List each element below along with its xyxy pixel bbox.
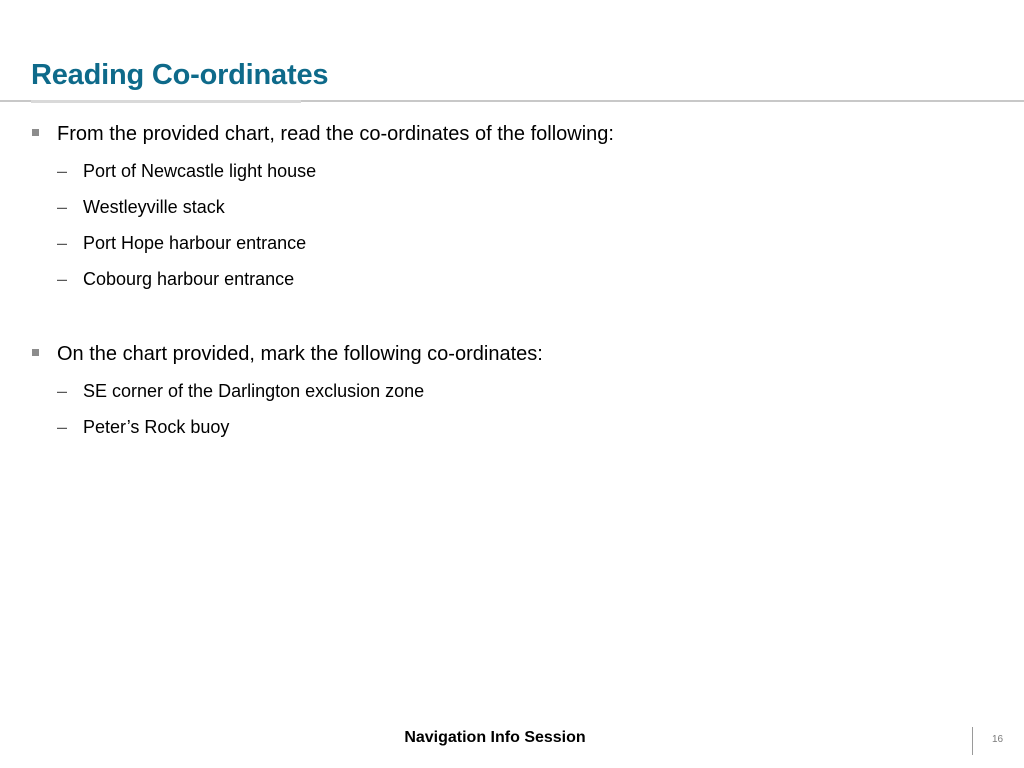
page-number: 16: [992, 734, 1004, 745]
bullet-text: From the provided chart, read the co-ordinates of the following:: [57, 123, 614, 145]
dash-bullet-icon: –: [57, 197, 68, 217]
sub-bullet-text: Westleyville stack: [83, 197, 225, 217]
dash-bullet-icon: –: [57, 417, 68, 437]
dash-bullet-icon: –: [57, 233, 68, 253]
footer-separator: [972, 727, 973, 755]
bullet-text: On the chart provided, mark the following co-ordinates:: [57, 343, 543, 365]
dash-bullet-icon: –: [57, 161, 68, 181]
sub-bullet-text: SE corner of the Darlington exclusion zone: [83, 381, 425, 401]
sub-bullet-text: Cobourg harbour entrance: [83, 269, 295, 289]
footer-title: Navigation Info Session: [404, 729, 586, 746]
square-bullet-icon: [32, 349, 39, 356]
sub-bullet-text: Port of Newcastle light house: [83, 161, 317, 181]
sub-bullet-text: Port Hope harbour entrance: [83, 233, 307, 253]
title-underline: [31, 100, 301, 103]
sub-bullet-text: Peter’s Rock buoy: [83, 417, 230, 437]
dash-bullet-icon: –: [57, 381, 68, 401]
slide-title: Reading Co-ordinates: [31, 59, 329, 91]
dash-bullet-icon: –: [57, 269, 68, 289]
square-bullet-icon: [32, 129, 39, 136]
